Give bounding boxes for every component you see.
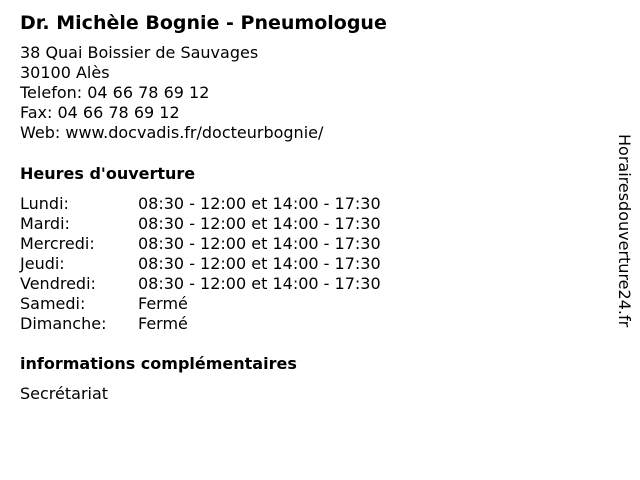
site-watermark: Horairesdouverture24.fr xyxy=(615,134,634,328)
hours-row-monday xyxy=(20,194,381,214)
day-label: Lundi: xyxy=(20,194,69,213)
opening-hours-table xyxy=(20,194,381,334)
website-link[interactable]: Web: www.docvadis.fr/docteurbognie/ xyxy=(20,123,324,142)
day-label: Jeudi: xyxy=(20,254,65,273)
hours-row-wednesday xyxy=(20,234,381,254)
day-label: Vendredi: xyxy=(20,274,96,293)
hours-value: 08:30 - 12:00 et 14:00 - 17:30 xyxy=(138,234,381,253)
address-city: 30100 Alès xyxy=(20,63,110,82)
page-title: Dr. Michèle Bognie - Pneumologue xyxy=(20,12,387,34)
hours-value: 08:30 - 12:00 et 14:00 - 17:30 xyxy=(138,214,381,233)
contact-block xyxy=(20,43,323,143)
fax-number: Fax: 04 66 78 69 12 xyxy=(20,103,180,122)
additional-info-heading: informations complémentaires xyxy=(20,354,297,373)
hours-row-saturday xyxy=(20,294,381,314)
phone-number: Telefon: 04 66 78 69 12 xyxy=(20,83,210,102)
hours-value: 08:30 - 12:00 et 14:00 - 17:30 xyxy=(138,274,381,293)
day-label: Mardi: xyxy=(20,214,70,233)
hours-row-tuesday xyxy=(20,214,381,234)
day-label: Mercredi: xyxy=(20,234,95,253)
hours-row-sunday xyxy=(20,314,381,334)
hours-row-thursday xyxy=(20,254,381,274)
address-street: 38 Quai Boissier de Sauvages xyxy=(20,43,259,62)
day-label: Samedi: xyxy=(20,294,86,313)
day-label: Dimanche: xyxy=(20,314,107,333)
opening-hours-heading: Heures d'ouverture xyxy=(20,164,196,183)
additional-info-text: Secrétariat xyxy=(20,384,109,403)
hours-value: Fermé xyxy=(138,294,188,313)
hours-value: Fermé xyxy=(138,314,188,333)
hours-value: 08:30 - 12:00 et 14:00 - 17:30 xyxy=(138,254,381,273)
hours-value: 08:30 - 12:00 et 14:00 - 17:30 xyxy=(138,194,381,213)
hours-row-friday xyxy=(20,274,381,294)
